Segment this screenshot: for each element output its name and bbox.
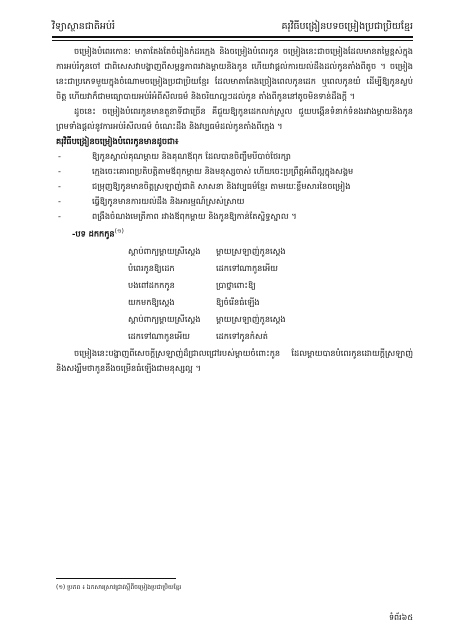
closing-paragraph: ចម្រៀងនេះបង្ហាញពីសេចក្ដីស្រឡាញ់ដ៏ជ្រាលជ្រៅរបស់ម្ដាយចំពោះកូន ដែលម្ដាយបានបំពេរកូនដោយក្ដីស្រឡាញ់ និងសង្ឃឹមថាកូននឹងចម្រើនធំឡើងជាមនុស្សល្អ ។ [56, 347, 413, 373]
list-item: - ឱ្យកូនស្គាល់គុណម្ដាយ និងគុណឪពុក ដែលបានចិញ្ចឹមបីបាច់ថែរក្សា [56, 149, 413, 164]
header-chapter-title: គរុវិធីបង្រៀនបទចម្រៀងប្រជាប្រិយខ្មែរ [281, 21, 413, 32]
poem-line: ឱ្យចំរើនធំឡើង [216, 296, 260, 307]
header-institution: វិទ្យាស្ថានជាតិអប់រំ [52, 21, 115, 32]
poem-line: ដេកទៅកូនកំសត់ [216, 330, 268, 341]
running-header [52, 14, 413, 38]
list-item: - ពង្រឹងចំណងមេត្រីភាព រវាងឪពុកម្ដាយ និងកូនឱ្យកាន់តែស្និទ្ធស្នាល ។ [56, 209, 413, 224]
methods-heading: គរុវិធីបង្រៀនចម្រៀងបំពេរកូនមានដូចជា៖ [56, 136, 179, 146]
poem-line: ស្ដាប់ពាក្យម្ដាយស្រីស្ដេង [128, 313, 201, 324]
poem-line: ដេកទៅណាកូនអើយ [128, 330, 190, 341]
footnote-divider [56, 578, 176, 579]
poem-line: យកមកឱ្យស្ដេង [128, 296, 175, 307]
poem-title [72, 224, 413, 242]
poem-line: ស្ដាប់ពាក្យម្ដាយស្រីស្ដេង [128, 245, 201, 256]
methods-list [56, 149, 413, 224]
poem-line: ម្ដាយស្រឡាញ់កូនស្ដេង [216, 313, 286, 324]
footnote: (១) ប្រភព ៖ ឯកសារស្រាវជ្រាវស្ដីពីចម្រៀងប្រជាប្រិយខ្មែរ [56, 584, 182, 591]
body-text [56, 44, 413, 376]
list-item: - ធ្វើឱ្យកូនមានការយល់ដឹង និងអារម្មណ៍ស្រស់ស្រាយ [56, 194, 413, 209]
poem-line: ដេកទៅណាកូនអើយ [216, 262, 278, 273]
footnote-marker: (១) [114, 228, 124, 235]
intro-paragraph: ចម្រៀងបំពេរកោនៈ មាតាតែងតែចំរៀងកំដរក្មេង និងចម្រៀងបំពេរកូន ចម្រៀងនេះជាចម្រៀងដែលមានតម្លៃខ្ពស់ក្នុងការអប់រំកូនចៅ ជាពិសេសវាបង្ហាញពីសម្ពន្ធភាពរវាងម្ដាយនិងកូន ហើយវាផ្ដល់ការយល់ដឹងដល់កូនតាំងពីតូច ។ ចម្រៀងនេះជាប្រភេទមួយក្នុងចំណោមចម្រៀងប្រជាប្រិយខ្មែរ ដែលមាតាតែងច្រៀងពេលកូនដេក ឬពេលកូនយំ ដើម្បីឱ្យកូនស្ងប់ចិត្ត ហើយវាក៏ជាមធ្យោបាយអប់រំអំពីសីលធម៌ និងចរិយាល្អៗដល់កូន តាំងពីកូននៅតូចមិនទាន់ដឹងក្ដី ។ [56, 46, 413, 101]
roles-paragraph: ដូចនេះ ចម្រៀងបំពេរកូនមានតួនាទីជាច្រើន គឺជួយឱ្យកូនដេកលក់ស្រួល ជួយបង្កើនទំនាក់ទំនងរវាងម្ដាយនិងកូន ព្រមទាំងផ្ដល់នូវការអប់រំសីលធម៌ ចំណេះដឹង និងវប្បធម៌ដល់កូនតាំងពីក្មេង ។ [56, 106, 413, 131]
poem-line: ប្រាថ្នាពោះឱ្យ [216, 279, 256, 290]
poem-line: ម្ដាយស្រឡាញ់កូនស្ដេង [216, 245, 286, 256]
poem-line: បងពៅដកកកូន [128, 279, 175, 290]
poem-line: បំពេរកូនឱ្យដេក [128, 262, 175, 273]
list-item: - ក្មេងចេះគោរពប្រតិបត្តិតាមឪពុកម្ដាយ និងមនុស្សចាស់ ហើយចេះប្រព្រឹត្តអំពើល្អក្នុងសង្គម [56, 164, 413, 179]
page-number: ទំព័រ៦៥ [388, 613, 413, 622]
list-item: - ជម្រុញឱ្យកូនមានចិត្តស្រឡាញ់ជាតិ សាសនា និងវប្បធម៌ខ្មែរ តាមរយៈខ្លឹមសារនៃចម្រៀង [56, 179, 413, 194]
poem-verses [128, 244, 413, 344]
poem-title-text: -បទ ដកកកូន [72, 228, 115, 239]
